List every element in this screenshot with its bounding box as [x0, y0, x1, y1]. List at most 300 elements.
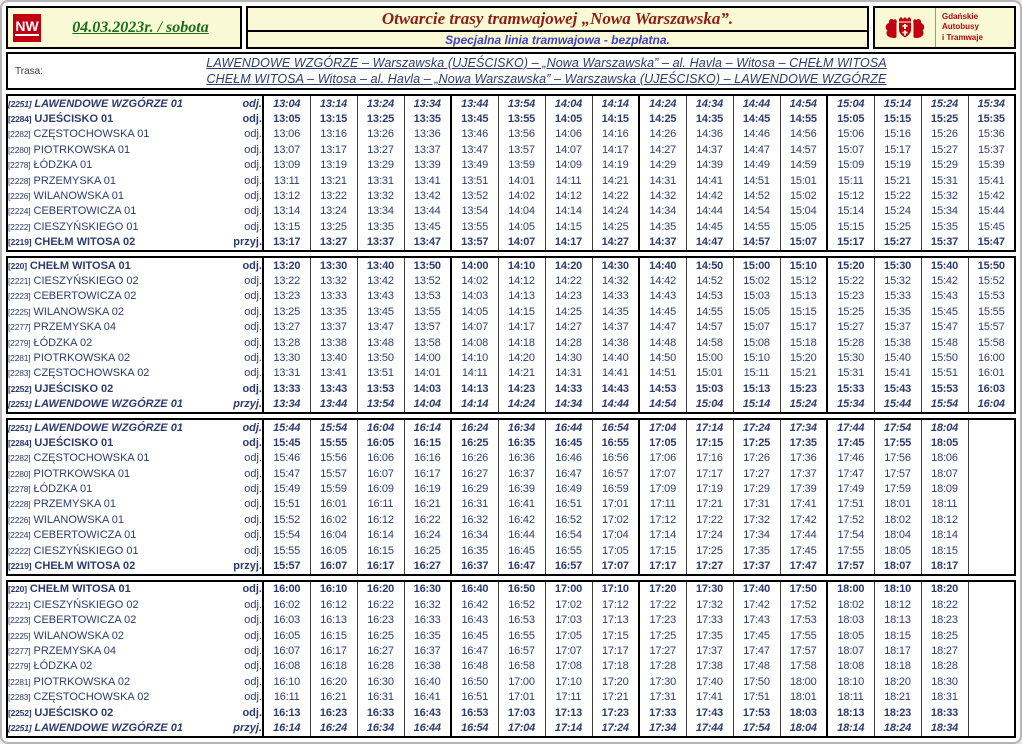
time-cell: 15:44: [874, 396, 921, 412]
time-cell: 14:37: [592, 319, 639, 334]
stop-cell: [7, 512, 217, 527]
time-cell: 16:15: [357, 543, 404, 558]
time-cell: 14:11: [545, 173, 592, 188]
stop-name: ŁÓDZKA 01: [30, 159, 93, 172]
time-cell: 17:56: [874, 451, 921, 466]
time-cell: 14:30: [592, 257, 639, 273]
stop-name: PIOTRKOWSKA 02: [30, 351, 131, 364]
time-cell: 13:28: [263, 335, 310, 350]
time-cell: 16:54: [545, 528, 592, 543]
time-cell: 13:44: [404, 204, 451, 219]
time-cell: [968, 543, 1015, 558]
time-cell: 17:27: [733, 466, 780, 481]
time-cell: 16:15: [310, 628, 357, 643]
time-cell: 16:52: [545, 512, 592, 527]
time-cell: 14:20: [545, 257, 592, 273]
time-cell: 15:00: [733, 257, 780, 273]
time-cell: 15:54: [263, 528, 310, 543]
time-cell: 14:47: [686, 235, 733, 251]
stop-cell: [7, 613, 217, 628]
time-cell: 17:44: [780, 528, 827, 543]
time-cell: 17:42: [780, 512, 827, 527]
time-cell: 14:23: [498, 381, 545, 396]
time-cell: 13:25: [263, 304, 310, 319]
time-cell: 18:02: [874, 512, 921, 527]
time-cell: 18:07: [827, 643, 874, 658]
time-cell: 13:32: [357, 188, 404, 203]
time-cell: 16:05: [310, 543, 357, 558]
time-cell: 17:47: [733, 643, 780, 658]
header: [6, 6, 1016, 49]
time-cell: 14:01: [498, 173, 545, 188]
stop-cell: [7, 304, 217, 319]
time-cell: 14:34: [545, 396, 592, 412]
departure-arrival-label: odj.: [242, 259, 262, 272]
time-cell: 17:45: [780, 543, 827, 558]
stop-cell: [7, 188, 217, 203]
time-cell: 15:57: [310, 466, 357, 481]
departure-arrival-label: odj.: [242, 436, 262, 449]
timetable-row: [7, 111, 1015, 126]
time-cell: 17:14: [545, 720, 592, 736]
time-cell: 14:40: [639, 257, 686, 273]
time-cell: 13:37: [404, 142, 451, 157]
stop-cell: [7, 127, 217, 142]
time-cell: 14:44: [686, 204, 733, 219]
timetable-row: [7, 273, 1015, 288]
stop-cell: [7, 497, 217, 512]
time-cell: 13:54: [357, 396, 404, 412]
time-cell: 13:22: [310, 188, 357, 203]
time-cell: 17:27: [639, 643, 686, 658]
departure-arrival-label: odj.: [244, 290, 262, 303]
time-cell: 16:50: [498, 581, 545, 597]
time-cell: 15:37: [921, 235, 968, 251]
departure-arrival-label: odj.: [244, 467, 262, 480]
time-cell: 17:49: [827, 481, 874, 496]
departure-arrival-label: odj.: [244, 614, 262, 627]
time-cell: 17:30: [686, 581, 733, 597]
time-cell: 13:40: [357, 257, 404, 273]
stop-cell: [7, 366, 217, 381]
time-cell: 17:03: [545, 613, 592, 628]
departure-arrival-label: odj.: [244, 143, 262, 156]
time-cell: 16:08: [263, 659, 310, 674]
timetable-row: [7, 659, 1015, 674]
time-cell: 16:00: [263, 581, 310, 597]
time-cell: 18:10: [874, 581, 921, 597]
stop-cell: [7, 396, 217, 412]
time-cell: 15:41: [874, 366, 921, 381]
time-cell: 16:11: [263, 689, 310, 704]
time-cell: 14:14: [592, 95, 639, 111]
time-cell: 15:12: [780, 273, 827, 288]
time-cell: 18:03: [827, 613, 874, 628]
time-cell: 17:19: [686, 481, 733, 496]
stop-name: CHEŁM WITOSA 01: [26, 259, 131, 272]
timetable-row: [7, 204, 1015, 219]
stop-cell: [7, 111, 217, 126]
time-cell: 17:54: [827, 528, 874, 543]
time-cell: 13:57: [498, 142, 545, 157]
time-cell: 13:51: [451, 173, 498, 188]
time-cell: [968, 597, 1015, 612]
time-cell: 18:00: [780, 674, 827, 689]
time-cell: 16:31: [451, 497, 498, 512]
time-cell: 13:04: [263, 95, 310, 111]
operator-name-line: Gdańskie: [942, 11, 979, 21]
time-cell: 15:23: [827, 289, 874, 304]
time-cell: 14:34: [639, 204, 686, 219]
time-cell: [968, 628, 1015, 643]
time-cell: 14:48: [639, 335, 686, 350]
timetable-row: [7, 257, 1015, 273]
stop-cell: [7, 435, 217, 450]
time-cell: 18:17: [874, 643, 921, 658]
timetable-row: [7, 689, 1015, 704]
time-cell: 17:00: [545, 581, 592, 597]
time-cell: 13:25: [310, 219, 357, 234]
time-cell: 15:14: [827, 204, 874, 219]
timetable-row: [7, 451, 1015, 466]
time-cell: 14:30: [545, 350, 592, 365]
time-cell: 16:30: [357, 674, 404, 689]
time-cell: 15:34: [827, 396, 874, 412]
time-cell: 15:54: [921, 396, 968, 412]
time-cell: 17:14: [686, 419, 733, 435]
time-cell: 17:20: [639, 581, 686, 597]
time-cell: 14:35: [592, 304, 639, 319]
time-cell: 15:04: [686, 396, 733, 412]
route-outbound: LAWENDOWE WZGÓRZE – Warszawska (UJEŚCISKO) – „Nowa Warszawska” – al. Havla – Witosa – CHEŁM WITOSA: [206, 55, 887, 70]
time-cell: [968, 558, 1015, 574]
departure-arrival-label: odj.: [242, 421, 262, 434]
time-cell: 17:53: [733, 705, 780, 720]
time-cell: 15:33: [874, 289, 921, 304]
time-cell: 16:10: [263, 674, 310, 689]
time-cell: 17:41: [686, 689, 733, 704]
time-cell: 13:20: [263, 257, 310, 273]
time-cell: 17:57: [780, 643, 827, 658]
stop-name: CEBERTOWICZA 02: [30, 290, 137, 303]
time-cell: 15:24: [921, 95, 968, 111]
stop-name: ŁÓDZKA 02: [30, 336, 93, 349]
time-cell: 16:34: [451, 528, 498, 543]
time-cell: 17:24: [733, 419, 780, 435]
time-cell: 15:20: [780, 350, 827, 365]
time-cell: 15:31: [827, 366, 874, 381]
time-cell: 17:05: [639, 435, 686, 450]
time-cell: 16:44: [545, 419, 592, 435]
stop-cell: [7, 597, 217, 612]
time-cell: 16:34: [357, 720, 404, 736]
time-cell: 17:39: [780, 481, 827, 496]
time-cell: 18:14: [921, 528, 968, 543]
time-cell: 14:54: [639, 396, 686, 412]
time-cell: 17:48: [733, 659, 780, 674]
time-cell: 18:08: [827, 659, 874, 674]
time-cell: 15:04: [780, 204, 827, 219]
time-cell: 17:57: [827, 558, 874, 574]
time-cell: 17:20: [592, 674, 639, 689]
time-cell: 17:04: [498, 720, 545, 736]
time-cell: 14:25: [592, 219, 639, 234]
stop-name: LAWENDOWE WZGÓRZE 01: [31, 721, 183, 734]
time-cell: 13:34: [357, 204, 404, 219]
time-cell: 16:12: [357, 512, 404, 527]
time-cell: 13:33: [310, 289, 357, 304]
time-cell: 17:04: [639, 419, 686, 435]
time-cell: 16:55: [592, 435, 639, 450]
time-cell: 14:54: [733, 204, 780, 219]
date-box: [6, 6, 242, 49]
departure-arrival-label: odj.: [244, 205, 262, 218]
time-cell: 13:44: [310, 396, 357, 412]
stop-id: [2281]: [8, 676, 31, 687]
time-cell: 17:31: [733, 497, 780, 512]
time-cell: 17:30: [639, 674, 686, 689]
time-cell: 18:20: [874, 674, 921, 689]
time-cell: 15:19: [874, 158, 921, 173]
time-cell: 17:43: [686, 705, 733, 720]
time-cell: 16:44: [498, 528, 545, 543]
time-cell: 18:22: [921, 597, 968, 612]
time-cell: 16:55: [545, 543, 592, 558]
time-cell: 13:15: [263, 219, 310, 234]
timetable-row: [7, 643, 1015, 658]
departure-arrival-label: odj.: [244, 174, 262, 187]
departure-arrival-label: odj.: [244, 660, 262, 673]
stop-id: [2252]: [8, 707, 32, 718]
timetable-block-1: [6, 94, 1016, 252]
stop-cell: [7, 219, 217, 234]
time-cell: 15:08: [733, 335, 780, 350]
time-cell: [968, 419, 1015, 435]
time-cell: 14:12: [545, 188, 592, 203]
time-cell: 13:54: [498, 95, 545, 111]
time-cell: 15:02: [780, 188, 827, 203]
time-cell: 18:04: [921, 419, 968, 435]
time-cell: 13:11: [263, 173, 310, 188]
time-cell: 15:44: [263, 419, 310, 435]
time-cell: 18:30: [921, 674, 968, 689]
time-cell: 15:37: [874, 319, 921, 334]
time-cell: 15:32: [874, 273, 921, 288]
time-cell: 13:17: [310, 142, 357, 157]
stop-cell: [7, 235, 217, 251]
stop-cell: [7, 335, 217, 350]
time-cell: 15:35: [968, 111, 1015, 126]
time-cell: 13:42: [357, 273, 404, 288]
departure-arrival-label: odj.: [244, 190, 262, 203]
departure-arrival-label: odj.: [244, 128, 262, 141]
time-cell: 18:15: [874, 628, 921, 643]
stop-name: UJEŚCISKO 01: [31, 113, 114, 126]
time-cell: 17:37: [733, 558, 780, 574]
time-cell: 16:41: [404, 689, 451, 704]
stop-id: [2280]: [8, 144, 31, 155]
time-cell: 18:13: [827, 705, 874, 720]
time-cell: 15:07: [780, 235, 827, 251]
time-cell: [968, 613, 1015, 628]
time-cell: [968, 512, 1015, 527]
time-cell: 17:50: [780, 581, 827, 597]
time-cell: 16:22: [404, 512, 451, 527]
time-cell: 16:18: [310, 659, 357, 674]
time-cell: 14:09: [545, 158, 592, 173]
time-cell: 13:45: [404, 219, 451, 234]
time-cell: 17:43: [733, 613, 780, 628]
time-cell: 16:29: [451, 481, 498, 496]
time-cell: 14:21: [498, 366, 545, 381]
departure-arrival-label: odj.: [244, 529, 262, 542]
time-cell: 13:30: [263, 350, 310, 365]
time-cell: 16:53: [498, 613, 545, 628]
stop-name: PIOTRKOWSKA 01: [30, 143, 131, 156]
time-cell: 17:07: [592, 558, 639, 574]
time-cell: 17:10: [592, 581, 639, 597]
time-cell: [968, 581, 1015, 597]
time-cell: 16:25: [451, 435, 498, 450]
timetable-row: [7, 188, 1015, 203]
time-cell: 13:26: [357, 127, 404, 142]
time-cell: 15:21: [780, 366, 827, 381]
time-cell: 13:52: [451, 188, 498, 203]
operator-box: [873, 6, 1016, 49]
time-cell: 15:49: [263, 481, 310, 496]
timetable-row: [7, 289, 1015, 304]
time-cell: 16:13: [310, 613, 357, 628]
time-cell: 13:38: [310, 335, 357, 350]
time-cell: 15:57: [968, 319, 1015, 334]
timetable-row: [7, 435, 1015, 450]
stop-id: [2221]: [8, 275, 31, 286]
time-cell: 16:34: [498, 419, 545, 435]
time-cell: 14:05: [451, 304, 498, 319]
time-cell: 17:40: [733, 581, 780, 597]
time-cell: 14:38: [592, 335, 639, 350]
time-cell: 16:33: [357, 705, 404, 720]
stop-name: PRZEMYSKA 01: [30, 174, 117, 187]
time-cell: 18:34: [921, 720, 968, 736]
time-cell: 15:11: [733, 366, 780, 381]
operator-name-line: Autobusy: [942, 22, 979, 32]
stop-name: PIOTRKOWSKA 02: [30, 675, 131, 688]
time-cell: 15:46: [263, 451, 310, 466]
time-cell: 14:51: [639, 366, 686, 381]
time-cell: 17:57: [874, 466, 921, 481]
time-cell: 15:26: [921, 127, 968, 142]
time-cell: 15:29: [921, 158, 968, 173]
time-cell: 17:47: [827, 466, 874, 481]
time-cell: 16:45: [451, 628, 498, 643]
stop-id: [2224]: [8, 530, 31, 541]
time-cell: 14:50: [639, 350, 686, 365]
time-cell: 14:37: [639, 235, 686, 251]
time-cell: 17:25: [639, 628, 686, 643]
stop-cell: [7, 466, 217, 481]
time-cell: 15:07: [827, 142, 874, 157]
stop-name: CIESZYŃSKIEGO 02: [30, 274, 139, 287]
time-cell: 15:20: [827, 257, 874, 273]
time-cell: 15:38: [874, 335, 921, 350]
time-cell: 15:52: [968, 273, 1015, 288]
stop-id: [2251]: [8, 399, 32, 410]
stop-id: [2279]: [8, 337, 31, 348]
time-cell: 17:15: [592, 628, 639, 643]
time-cell: 16:03: [263, 613, 310, 628]
time-cell: 15:27: [921, 142, 968, 157]
departure-arrival-label: odj.: [242, 382, 262, 395]
stop-id: [220]: [8, 584, 27, 595]
time-cell: 14:20: [498, 350, 545, 365]
time-cell: 17:12: [639, 512, 686, 527]
stop-name: CZĘSTOCHOWSKA 01: [30, 128, 150, 141]
time-cell: 17:37: [686, 643, 733, 658]
time-cell: 16:07: [357, 466, 404, 481]
time-cell: 15:58: [968, 335, 1015, 350]
time-cell: 16:12: [310, 597, 357, 612]
stop-id: [2222]: [8, 221, 31, 232]
coat-of-arms-icon: [875, 8, 936, 47]
time-cell: 14:24: [498, 396, 545, 412]
time-cell: 16:00: [968, 350, 1015, 365]
time-cell: 13:53: [404, 289, 451, 304]
time-cell: 14:44: [733, 95, 780, 111]
time-cell: 13:55: [451, 219, 498, 234]
time-cell: 17:00: [498, 674, 545, 689]
time-cell: 17:42: [733, 597, 780, 612]
time-cell: 16:41: [498, 497, 545, 512]
time-cell: 16:35: [451, 543, 498, 558]
time-cell: 14:24: [592, 204, 639, 219]
time-cell: 17:47: [780, 558, 827, 574]
time-cell: 17:34: [639, 720, 686, 736]
time-cell: 13:47: [451, 142, 498, 157]
time-cell: 16:35: [404, 628, 451, 643]
time-cell: 15:14: [874, 95, 921, 111]
time-cell: 18:25: [921, 628, 968, 643]
time-cell: 14:01: [404, 366, 451, 381]
time-cell: 15:51: [263, 497, 310, 512]
time-cell: 14:43: [592, 381, 639, 396]
time-cell: 17:58: [780, 659, 827, 674]
departure-arrival-label: odj.: [244, 629, 262, 642]
time-cell: 17:07: [639, 466, 686, 481]
time-cell: 16:24: [310, 720, 357, 736]
time-cell: 13:41: [310, 366, 357, 381]
time-cell: 16:01: [310, 497, 357, 512]
stop-id: [2226]: [8, 191, 31, 202]
stop-id: [2252]: [8, 383, 32, 394]
route-return: CHEŁM WITOSA – Witosa – al. Havla – „Nowa Warszawska” – Warszawska (UJEŚCISKO) – LAWENDOWE WZGÓRZE: [206, 72, 887, 86]
time-cell: 18:06: [921, 451, 968, 466]
time-cell: 16:51: [545, 497, 592, 512]
time-cell: 14:15: [545, 219, 592, 234]
time-cell: 15:16: [874, 127, 921, 142]
time-cell: 16:16: [404, 451, 451, 466]
time-cell: 15:13: [780, 289, 827, 304]
time-cell: 18:33: [921, 705, 968, 720]
time-cell: 15:35: [874, 304, 921, 319]
stop-cell: [7, 558, 217, 574]
time-cell: 14:37: [686, 142, 733, 157]
time-cell: 18:02: [827, 597, 874, 612]
stop-name: CHEŁM WITOSA 02: [31, 560, 136, 573]
time-cell: 15:02: [733, 273, 780, 288]
time-cell: 18:11: [827, 689, 874, 704]
time-cell: 14:40: [592, 350, 639, 365]
